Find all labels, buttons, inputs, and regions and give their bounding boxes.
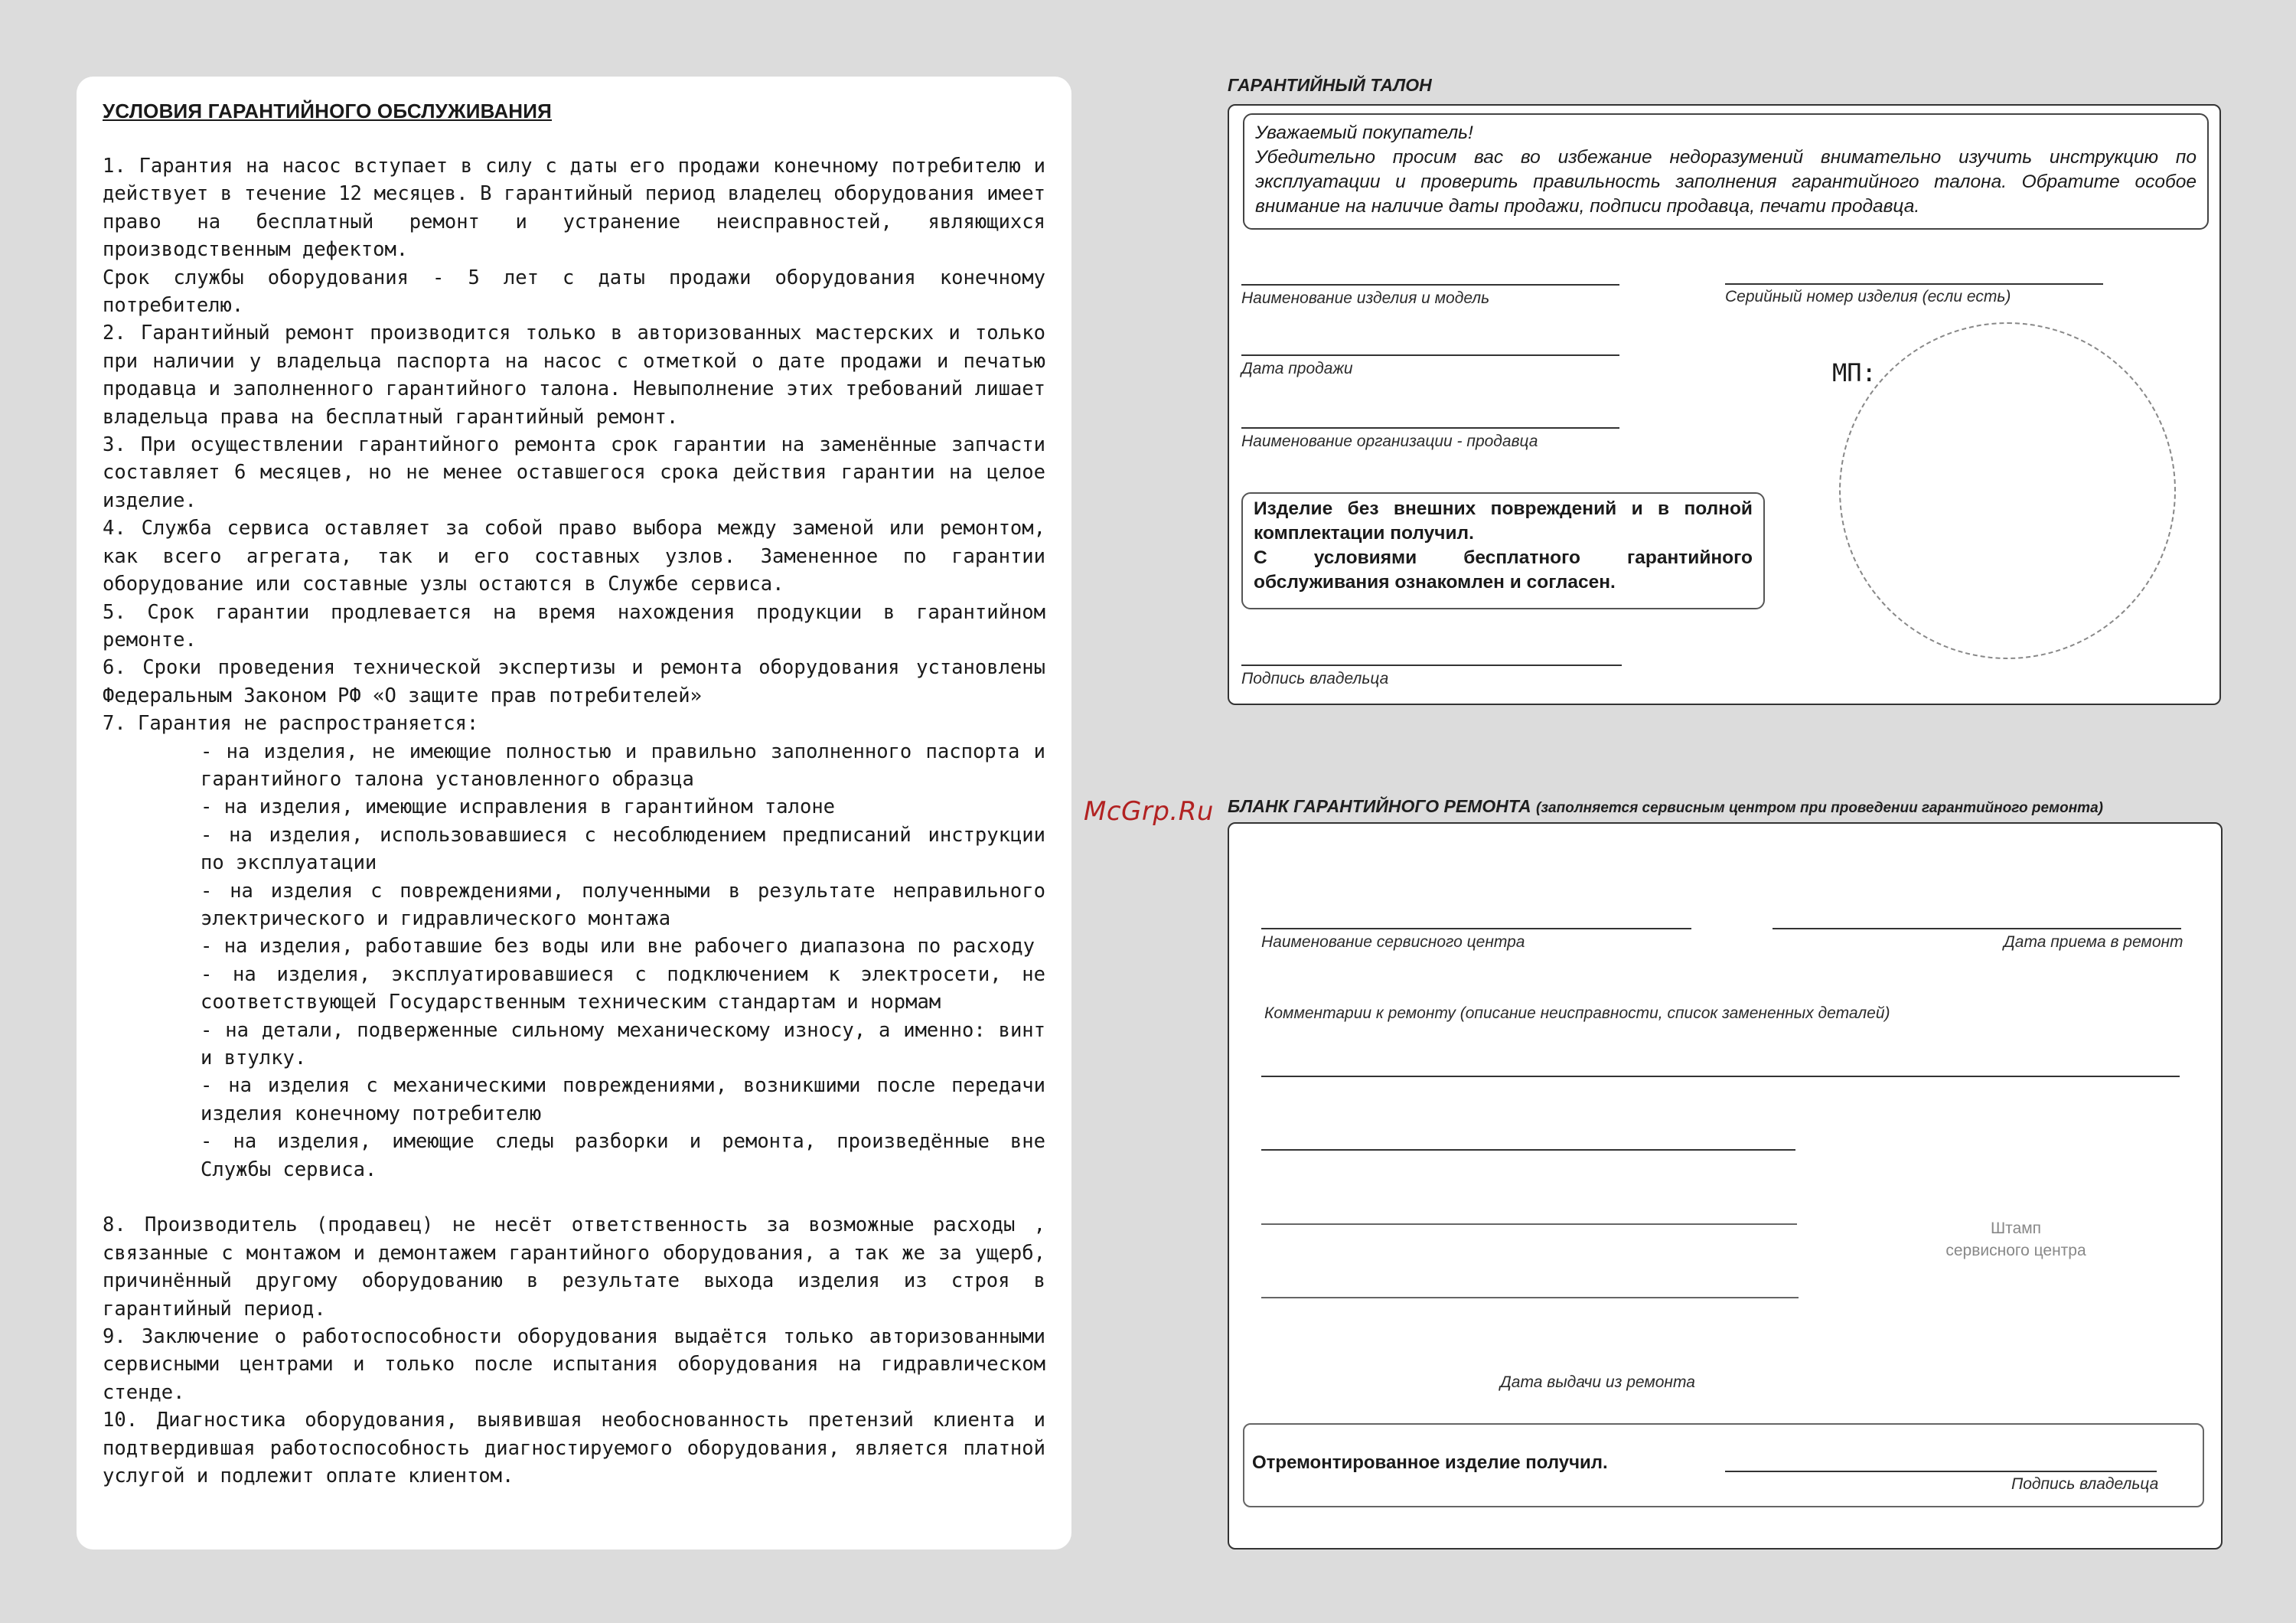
watermark-logo: McGrp.Ru bbox=[1084, 796, 1214, 827]
comments-label: Комментарии к ремонту (описание неисправности, список замененных деталей) bbox=[1264, 1004, 1890, 1022]
exclusion-item: - на изделия с механическими повреждениями, возникшими после передачи изделия конечному потребителю bbox=[201, 1074, 1045, 1125]
comment-line-1[interactable] bbox=[1261, 1076, 2180, 1077]
owner-signature-label: Подпись владельца bbox=[1241, 670, 1389, 687]
exclusion-item: - на изделия, работавшие без воды или вне рабочего диапазона по расходу bbox=[201, 935, 1035, 958]
warranty-card bbox=[1228, 104, 2221, 705]
owner-confirmation-box bbox=[1241, 492, 1765, 609]
notice-text: Убедительно просим вас во избежание недоразумений внимательно изучить инструкцию по эксплуатации и проверить правильность заполнения гарантийного талона. Обратите особое внимание на наличие даты продажи, подписи продавца, печати продавца. bbox=[1255, 147, 2197, 217]
serial-number-label: Серийный номер изделия (если есть) bbox=[1725, 288, 2011, 305]
intake-date-label: Дата приема в ремонт bbox=[2004, 933, 2183, 951]
terms-body bbox=[103, 152, 1045, 1490]
service-stamp-area bbox=[1924, 1217, 2108, 1262]
confirm-text-line1: Изделие без внешних повреждений и в полной комплектации получил. bbox=[1254, 498, 1753, 544]
exclusion-item: - на изделия, имеющие исправления в гарантийном талоне bbox=[201, 795, 836, 819]
repair-form-title: БЛАНК ГАРАНТИЙНОГО РЕМОНТА bbox=[1228, 796, 1531, 816]
terms-paragraph: 8. Производитель (продавец) не несёт ответственность за возможные расходы , связанные с монтажом и демонтажем гарантийного оборудования, а так же за ущерб, причинённый другому оборудованию в результате выхода изделия из строя в гарантийный период. bbox=[103, 1213, 1045, 1321]
comment-line-4[interactable] bbox=[1261, 1297, 1799, 1298]
receipt-signature-label: Подпись владельца bbox=[2011, 1475, 2159, 1493]
terms-paragraph: Срок службы оборудования - 5 лет с даты продажи оборудования конечному потребителю. bbox=[103, 266, 1045, 318]
sale-date-label: Дата продажи bbox=[1241, 360, 1353, 377]
terms-paragraph: 1. Гарантия на насос вступает в силу с даты его продажи конечному потребителю и действует в течение 12 месяцев. В гарантийный период владелец оборудования имеет право на бесплатный ремонт и устранение неисправностей, являющихся производственным дефектом. bbox=[103, 155, 1045, 262]
repair-form-heading bbox=[1228, 796, 2103, 817]
exclusion-item: - на детали, подверженные сильному механическому износу, а именно: винт и втулку. bbox=[201, 1018, 1045, 1069]
notice-greeting: Уважаемый покупатель! bbox=[1255, 122, 1473, 143]
terms-title: УСЛОВИЯ ГАРАНТИЙНОГО ОБСЛУЖИВАНИЯ bbox=[103, 100, 553, 122]
intake-date-line[interactable] bbox=[1773, 928, 2181, 929]
repair-form bbox=[1228, 822, 2223, 1550]
confirm-text-line2: С условиями бесплатного гарантийного обслуживания ознакомлен и согласен. bbox=[1254, 547, 1753, 593]
comment-line-3[interactable] bbox=[1261, 1223, 1797, 1225]
spacer bbox=[103, 1184, 1045, 1211]
warranty-terms-panel bbox=[77, 77, 1071, 1550]
product-name-line[interactable] bbox=[1241, 284, 1619, 286]
exclusion-item: - на изделия, эксплуатировавшиеся с подключением к электросети, не соответствующей Государственным техническим стандартам и нормам bbox=[201, 962, 1045, 1014]
sale-date-line[interactable] bbox=[1241, 354, 1619, 356]
repair-form-note: (заполняется сервисным центром при проведении гарантийного ремонта) bbox=[1536, 800, 2103, 816]
terms-paragraph: 6. Сроки проведения технической экспертизы и ремонта оборудования установлены Федеральным Законом РФ «О защите прав потребителей» bbox=[103, 656, 1045, 707]
product-name-label: Наименование изделия и модель bbox=[1241, 289, 1490, 307]
exclusion-item: - на изделия, использовавшиеся с несоблюдением предписаний инструкции по эксплуатации bbox=[201, 823, 1045, 875]
terms-paragraph: 9. Заключение о работоспособности оборудования выдаётся только авторизованными сервисными центрами и только после испытания оборудования на гидравлическом стенде. bbox=[103, 1325, 1045, 1404]
exclusion-item: - на изделия, не имеющие полностью и правильно заполненного паспорта и гарантийного талона установленного образца bbox=[201, 740, 1045, 791]
customer-notice bbox=[1243, 113, 2209, 230]
received-text: Отремонтированное изделие получил. bbox=[1252, 1452, 1608, 1473]
stamp-text-line2: сервисного центра bbox=[1945, 1242, 2086, 1259]
terms-paragraph: 10. Диагностика оборудования, выявившая необоснованность претензий клиента и подтвердившая работоспособность диагностируемого оборудования, является платной услугой и подлежит оплате клиентом. bbox=[103, 1409, 1045, 1488]
seller-name-label: Наименование организации - продавца bbox=[1241, 433, 1538, 450]
warranty-card-heading: ГАРАНТИЙНЫЙ ТАЛОН bbox=[1228, 75, 1432, 95]
owner-signature-line[interactable] bbox=[1241, 665, 1622, 666]
service-center-label: Наименование сервисного центра bbox=[1261, 933, 1525, 951]
terms-paragraph: 5. Срок гарантии продлевается на время нахождения продукции в гарантийном ремонте. bbox=[103, 600, 1045, 651]
seller-name-line[interactable] bbox=[1241, 427, 1619, 429]
service-center-line[interactable] bbox=[1261, 928, 1691, 929]
comment-line-2[interactable] bbox=[1261, 1149, 1795, 1151]
serial-number-line[interactable] bbox=[1725, 283, 2103, 285]
release-date-label: Дата выдачи из ремонта bbox=[1500, 1373, 1695, 1391]
terms-paragraph: 2. Гарантийный ремонт производится только в авторизованных мастерских и только при наличии у владельца паспорта на насос с отметкой о дате продажи и печатью продавца и заполненного гарантийного талона. Невыполнение этих требований лишает владельца права на бесплатный гарантийный ремонт. bbox=[103, 322, 1045, 429]
terms-paragraph: 4. Служба сервиса оставляет за собой право выбора между заменой или ремонтом, как всего агрегата, так и его составных узлов. Замененное по гарантии оборудование или составные узлы остаются в Службе сервиса. bbox=[103, 517, 1045, 596]
stamp-text-line1: Штамп bbox=[1990, 1220, 2042, 1237]
repaired-item-received-box bbox=[1243, 1423, 2204, 1507]
receipt-signature-line[interactable] bbox=[1725, 1471, 2157, 1472]
terms-paragraph: 7. Гарантия не распространяется: bbox=[103, 712, 479, 736]
stamp-area-circle bbox=[1839, 322, 2176, 659]
exclusion-item: - на изделия с повреждениями, полученными в результате неправильного электрического и гидравлического монтажа bbox=[201, 879, 1045, 930]
terms-paragraph: 3. При осуществлении гарантийного ремонта срок гарантии на заменённые запчасти составляет 6 месяцев, но не менее оставшегося срока действия гарантии на целое изделие. bbox=[103, 433, 1045, 512]
exclusion-item: - на изделия, имеющие следы разборки и ремонта, произведённые вне Службы сервиса. bbox=[201, 1130, 1045, 1181]
stamp-mp-label: МП: bbox=[1832, 358, 1877, 387]
